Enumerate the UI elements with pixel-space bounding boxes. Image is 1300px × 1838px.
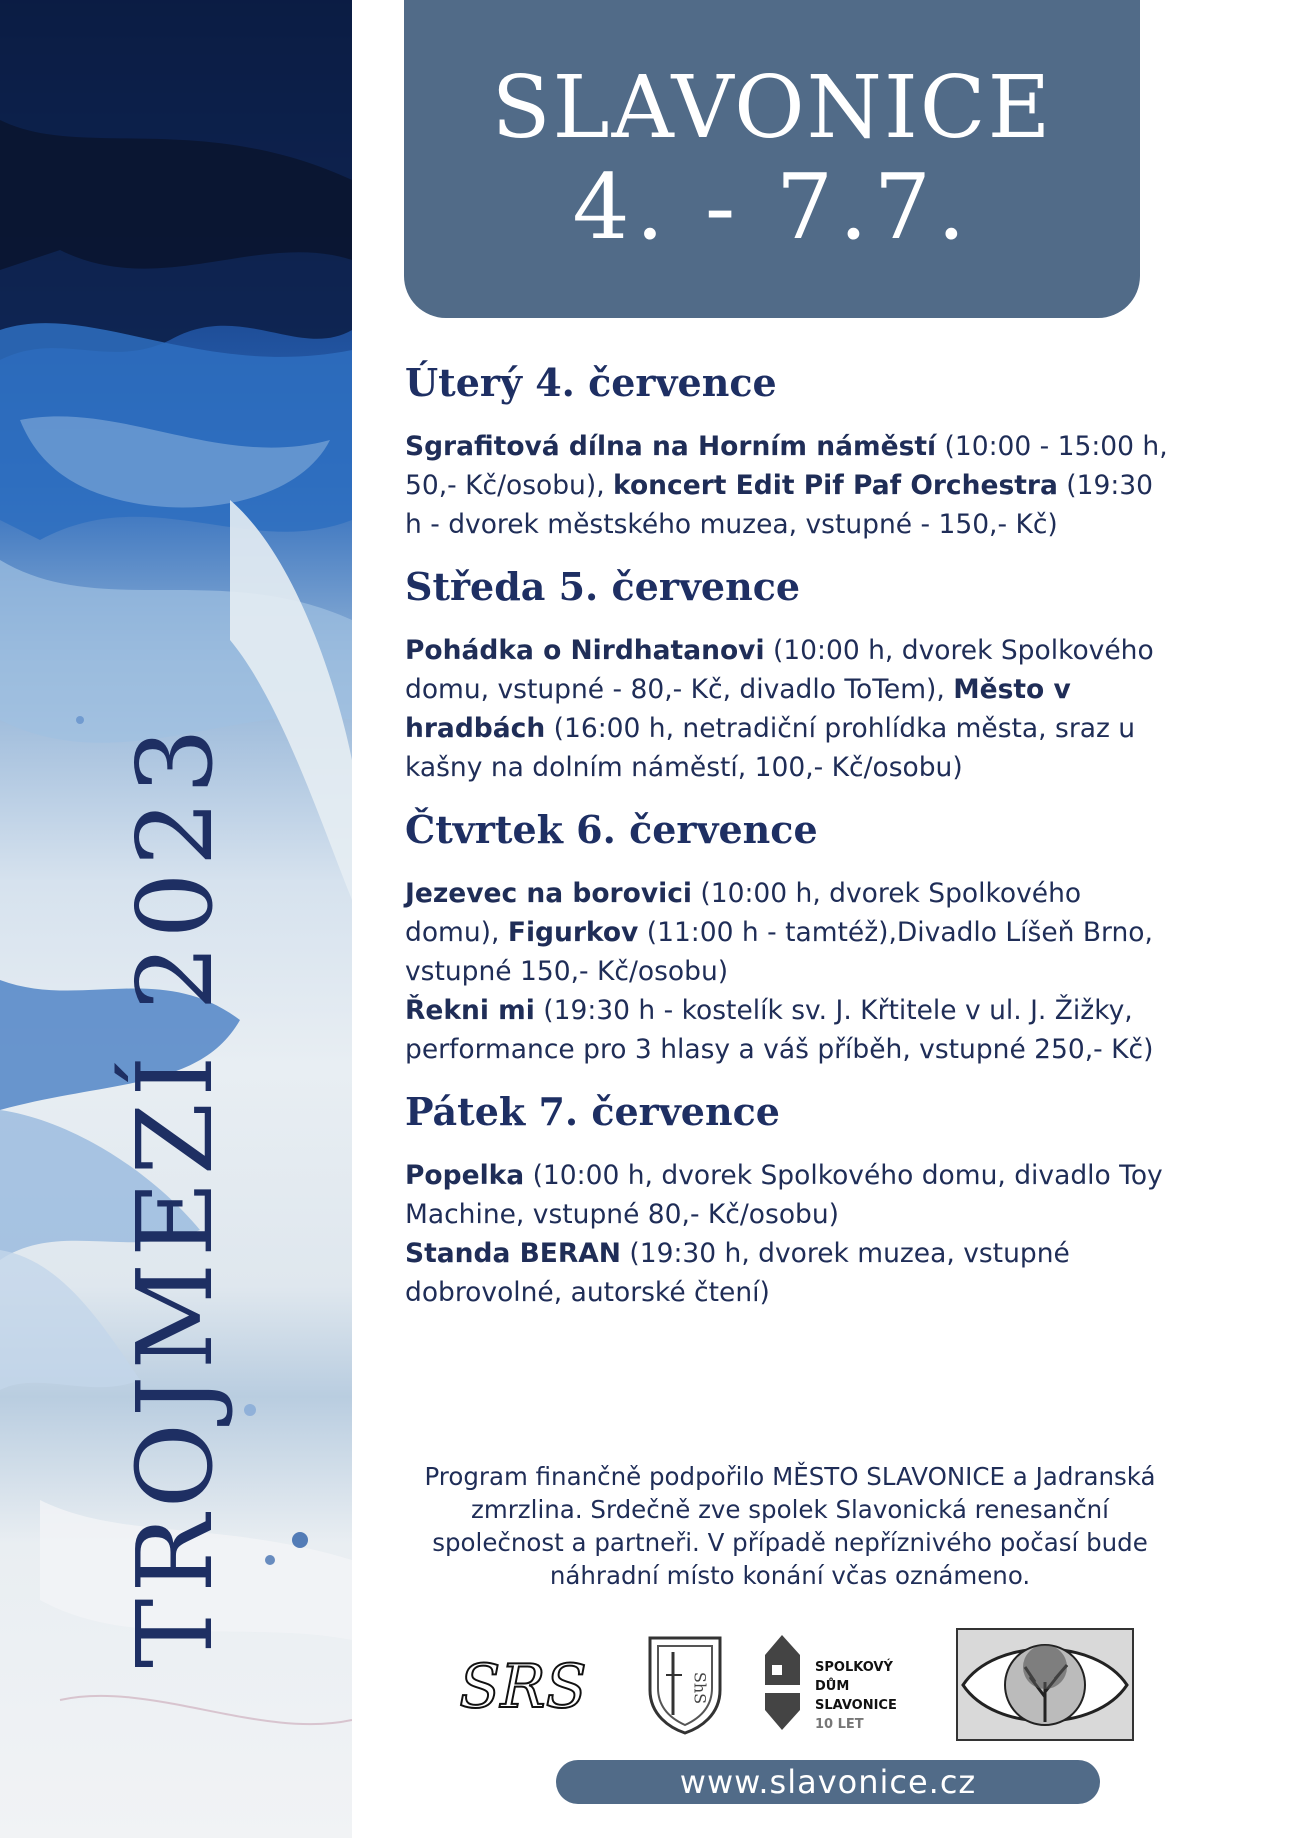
event-details: (10:00 h, dvorek Spolkového domu, divadlo Toy Machine, vstupné 80,- Kč/osobu)	[405, 1160, 1163, 1230]
footer-note: Program finančně podpořilo MĚSTO SLAVONICE a Jadranská zmrzlina. Srdečně zve spolek Slavonická renesanční společnost a partneři. V případě nepříznivého počasí bude náhradní místo konání včas oznámeno.	[424, 1462, 1156, 1590]
day-block	[405, 807, 1175, 1069]
event-name: Pohádka o Nirdhatanovi	[405, 635, 765, 666]
day-block	[405, 1089, 1175, 1312]
event-details: (16:00 h, netradiční prohlídka města, sraz u kašny na dolním náměstí, 100,- Kč/osobu)	[405, 713, 1136, 783]
event-details: (10:00 h, dvorek Spolkového domu),	[405, 878, 1082, 948]
day-heading: Úterý 4. července	[405, 360, 777, 405]
spolkovy-dum-logo	[760, 1630, 920, 1740]
spolkovy-line1: SPOLKOVÝ	[815, 1660, 893, 1675]
event-name: Popelka	[405, 1160, 525, 1191]
shs-logo-text: ShS	[690, 1671, 710, 1705]
spolkovy-dum-text	[815, 1658, 897, 1734]
event-details: (19:30 h - dvorek městského muzea, vstupné - 150,- Kč)	[405, 470, 1154, 540]
spolkovy-line4: 10 LET	[815, 1717, 864, 1732]
partner-logos	[450, 1625, 1150, 1745]
festival-dates: 4. - 7.7.	[572, 155, 972, 260]
event-description	[405, 1156, 1175, 1234]
spolkovy-line3: SLAVONICE	[815, 1698, 897, 1713]
vertical-festival-title: TROJMEZÍ 2023	[114, 721, 236, 1669]
spolkovy-line2: DŮM	[815, 1679, 850, 1694]
event-name: Figurkov	[507, 917, 639, 948]
day-heading: Pátek 7. července	[405, 1089, 780, 1134]
day-heading: Středa 5. července	[405, 564, 801, 609]
event-details: (11:00 h - tamtéž),Divadlo Líšeň Brno, vstupné 150,- Kč/osobu)	[405, 917, 1153, 987]
painted-art-strip	[0, 0, 352, 1838]
event-name: Řekni mi	[405, 995, 535, 1026]
srs-logo	[456, 1635, 591, 1735]
day-block	[405, 360, 1175, 544]
shs-shield-logo	[640, 1630, 730, 1735]
program-schedule	[405, 360, 1175, 1332]
event-details: (10:00 - 15:00 h, 50,- Kč/osobu),	[405, 431, 1168, 501]
event-name: koncert Edit Pif Paf Orchestra	[613, 470, 1058, 501]
day-block	[405, 564, 1175, 787]
event-description	[405, 631, 1175, 787]
event-name: Jezevec na borovici	[405, 878, 692, 909]
srs-logo-text: SRS	[459, 1652, 587, 1722]
header-box	[404, 0, 1140, 318]
event-description	[405, 427, 1175, 544]
eye-tree-logo	[955, 1627, 1135, 1742]
event-name: Sgrafitová dílna na Horním náměstí	[405, 431, 937, 462]
day-heading: Čtvrtek 6. července	[405, 807, 818, 852]
event-description	[405, 874, 1175, 991]
event-details: (10:00 h, dvorek Spolkového domu, vstupné - 80,- Kč, divadlo ToTem),	[405, 635, 1154, 705]
event-details: (19:30 h - kostelík sv. J. Křtitele v ul. J. Žižky, performance pro 3 hlasy a váš příběh, vstupné 250,- Kč)	[405, 995, 1154, 1065]
event-details: (19:30 h, dvorek muzea, vstupné dobrovolné, autorské čtení)	[405, 1238, 1070, 1308]
event-name: Standa BERAN	[405, 1238, 621, 1269]
event-name: Město v hradbách	[405, 674, 1071, 744]
website-link[interactable]: www.slavonice.cz	[556, 1760, 1100, 1804]
event-description	[405, 991, 1175, 1069]
house-icon	[760, 1630, 805, 1740]
town-title: SLAVONICE	[491, 58, 1053, 158]
event-description	[405, 1234, 1175, 1312]
